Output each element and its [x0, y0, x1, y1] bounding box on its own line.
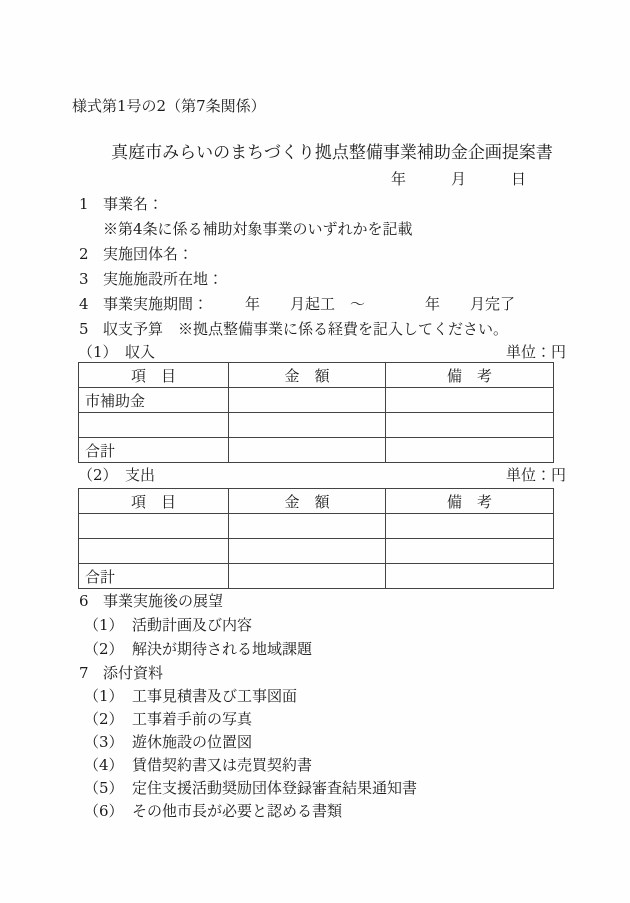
- income-row-total: [79, 438, 554, 463]
- item-label: 実施団体名：: [103, 245, 194, 263]
- item-5-note: ※拠点整備事業に係る経費を記入してください。: [178, 320, 509, 338]
- date-line: 年 月 日: [390, 170, 526, 188]
- sub-item-number: （1）: [84, 687, 124, 705]
- item-number: 4: [79, 295, 89, 313]
- attachment-sub-2: [72, 708, 566, 731]
- expense-note-cell: [386, 564, 554, 589]
- expense-note-cell: [386, 514, 554, 539]
- document-title: 真庭市みらいのまちづくり拠点整備事業補助金企画提案書: [111, 143, 553, 163]
- item-label: 事業名：: [103, 195, 164, 213]
- item-2-organization-name: [72, 242, 566, 267]
- income-note-cell: [386, 413, 554, 438]
- income-note-cell: [386, 388, 554, 413]
- income-row-blank: [79, 413, 554, 438]
- expense-note-cell: [386, 539, 554, 564]
- income-item-cell: 市補助金: [79, 388, 229, 413]
- expense-amount-cell: [229, 539, 386, 564]
- expense-item-cell: 合計: [79, 564, 229, 589]
- item-label: 事業実施期間：: [103, 295, 209, 313]
- unit-label: 単位：円: [505, 466, 566, 484]
- expense-row-blank: [79, 539, 554, 564]
- income-amount-cell: [229, 388, 386, 413]
- income-note-cell: [386, 438, 554, 463]
- caption-label: 支出: [125, 466, 156, 484]
- attachment-sub-6: [72, 800, 566, 823]
- outlook-sub-2: [72, 637, 566, 661]
- item-number: 1: [79, 195, 89, 213]
- item-1-note: ※第4条に係る補助対象事業のいずれかを記載: [103, 220, 413, 238]
- sub-item-number: （2）: [84, 710, 124, 728]
- expense-amount-cell: [229, 564, 386, 589]
- caption-label: 収入: [125, 343, 156, 361]
- sub-item-number: （6）: [84, 802, 124, 820]
- income-row-subsidy: [79, 388, 554, 413]
- column-header-item: 項 目: [79, 489, 229, 514]
- expense-amount-cell: [229, 514, 386, 539]
- attachment-sub-5: [72, 777, 566, 800]
- expense-table-caption: [72, 463, 566, 488]
- sub-item-label: 遊休施設の位置図: [132, 733, 253, 751]
- column-header-note: 備 考: [386, 363, 554, 388]
- form-number: 様式第1号の2（第7条関係）: [72, 97, 266, 115]
- column-header-item: 項 目: [79, 363, 229, 388]
- sub-item-label: 賃借契約書又は売買契約書: [132, 756, 313, 774]
- item-3-facility-location: [72, 267, 566, 292]
- item-number: 5: [79, 320, 89, 338]
- sub-item-label: 工事着手前の写真: [132, 710, 253, 728]
- income-table-caption: [72, 342, 566, 362]
- column-header-amount: 金 額: [229, 363, 386, 388]
- expense-header-row: [79, 489, 554, 514]
- item-label: 添付資料: [103, 664, 164, 682]
- item-label: 事業実施後の展望: [103, 592, 224, 610]
- item-number: 2: [79, 245, 89, 263]
- sub-item-label: 解決が期待される地域課題: [132, 640, 313, 658]
- sub-item-label: 定住支援活動奨励団体登録審査結果通知書: [132, 779, 418, 797]
- expense-item-cell: [79, 514, 229, 539]
- item-label: 収支予算: [103, 320, 164, 338]
- column-header-note: 備 考: [386, 489, 554, 514]
- expense-row-total: [79, 564, 554, 589]
- unit-label: 単位：円: [505, 343, 566, 361]
- income-table: [78, 362, 554, 463]
- outlook-sub-1: [72, 613, 566, 637]
- expense-row-blank: [79, 514, 554, 539]
- caption-number: （2）: [78, 466, 118, 484]
- income-amount-cell: [229, 438, 386, 463]
- expense-item-cell: [79, 539, 229, 564]
- sub-item-label: 活動計画及び内容: [132, 616, 253, 634]
- income-amount-cell: [229, 413, 386, 438]
- column-header-amount: 金 額: [229, 489, 386, 514]
- sub-item-label: 工事見積書及び工事図面: [132, 687, 298, 705]
- sub-item-number: （2）: [84, 640, 124, 658]
- attachment-sub-1: [72, 685, 566, 708]
- sub-item-number: （5）: [84, 779, 124, 797]
- sub-item-number: （1）: [84, 616, 124, 634]
- sub-item-number: （4）: [84, 756, 124, 774]
- attachment-sub-4: [72, 754, 566, 777]
- income-item-cell: 合計: [79, 438, 229, 463]
- sub-item-label: その他市長が必要と認める書類: [132, 802, 343, 820]
- item-number: 7: [79, 664, 89, 682]
- attachment-sub-3: [72, 731, 566, 754]
- item-label: 実施施設所在地：: [103, 270, 224, 288]
- item-5-budget: [72, 317, 566, 342]
- sub-item-number: （3）: [84, 733, 124, 751]
- item-7-attachments: [72, 661, 566, 685]
- expense-table: [78, 488, 554, 589]
- income-header-row: [79, 363, 554, 388]
- item-number: 3: [79, 270, 89, 288]
- item-4-project-period: [72, 292, 566, 317]
- caption-number: （1）: [78, 343, 118, 361]
- item-1-project-name: [72, 192, 566, 217]
- period-blank-fields: 年 月起工 ～ 年 月完了: [245, 295, 516, 313]
- income-item-cell: [79, 413, 229, 438]
- item-number: 6: [79, 592, 89, 610]
- item-6-outlook: [72, 589, 566, 613]
